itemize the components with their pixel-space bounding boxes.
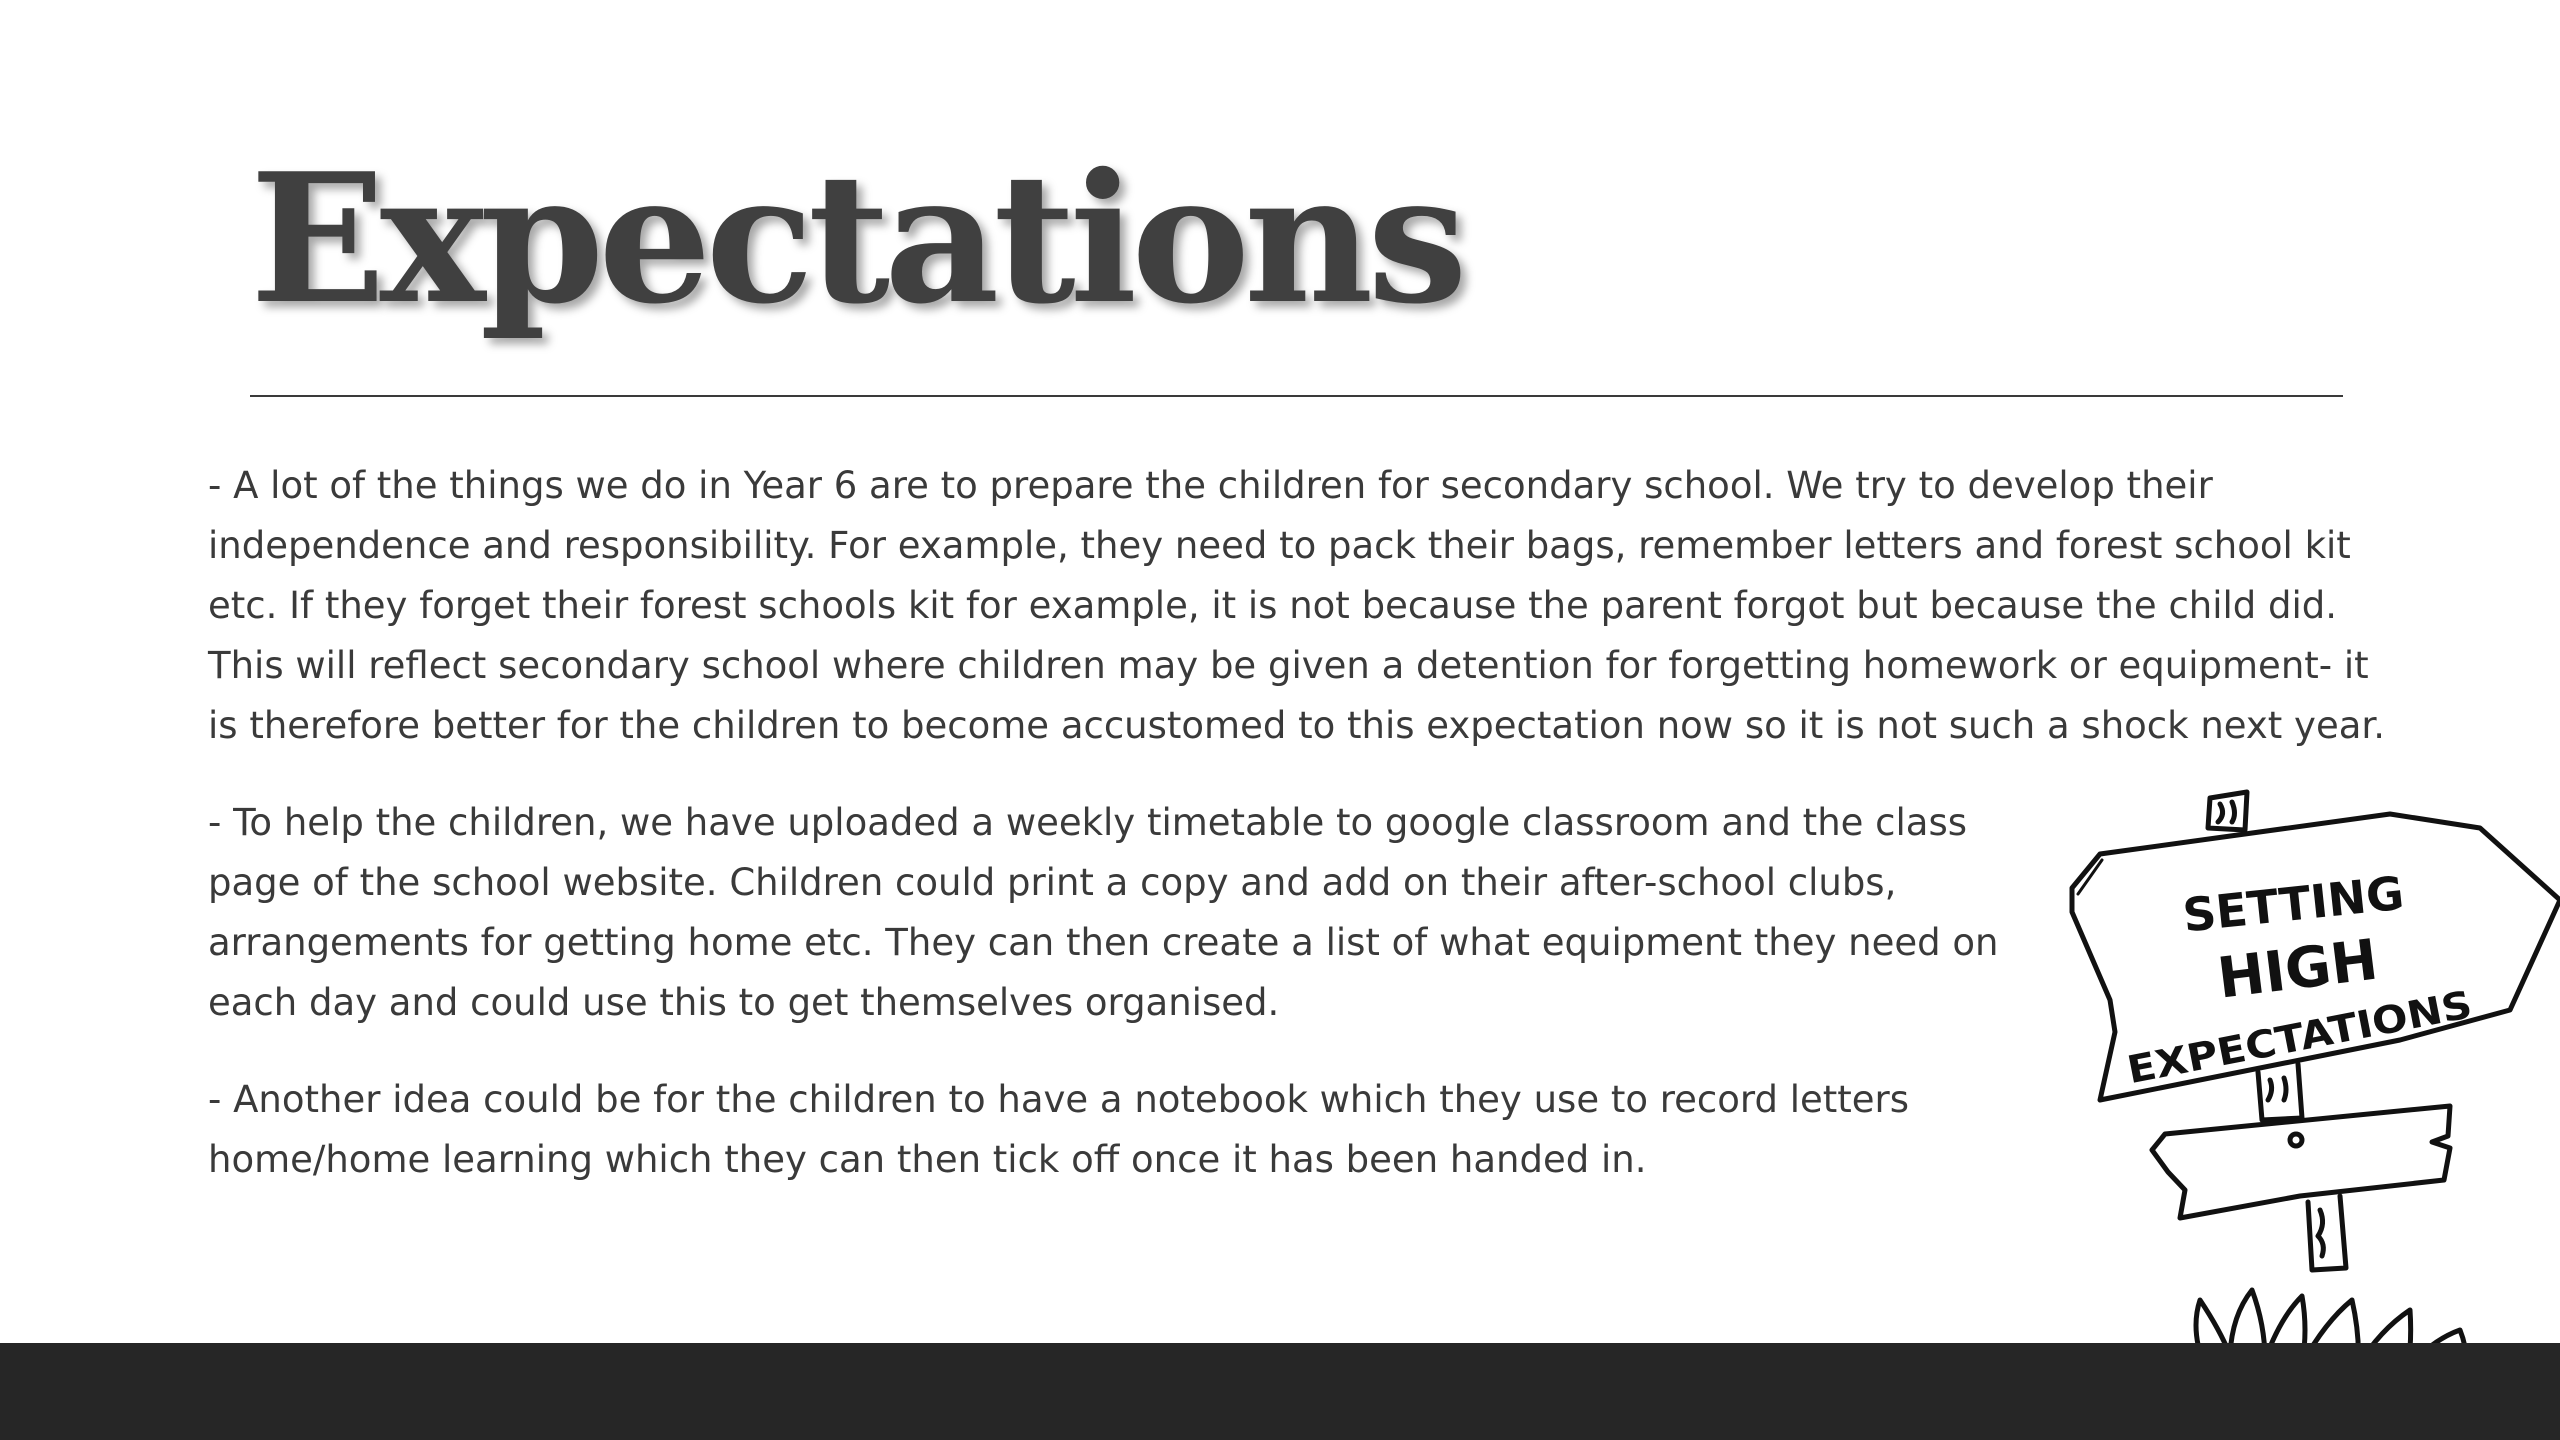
signpost-line-setting: SETTING [2180,865,2407,943]
signpost-icon [2040,770,2560,1370]
paragraph-timetable: - To help the children, we have uploaded a weekly timetable to google classroom and the class page of the school website. Children could print a copy and add on their after-school clubs, arrangements for getting home etc. They can then create a list of what equipment they need on each day and could use this to get themselves organised. [208,801,1999,1024]
signpost-line-expectations: EXPECTATIONS [2123,988,2445,1093]
slide-title: Expectations [250,134,1462,343]
title-divider [250,395,2343,397]
signpost-line-high: HIGH [2214,927,2382,1012]
footer-bar [0,1343,2560,1440]
paragraph-independence: - A lot of the things we do in Year 6 are to prepare the children for secondary school. We try to develop their independence and responsibility. For example, they need to pack their bags, remember letters and forest school kit etc. If they forget their forest schools kit for example, it is not because the parent forgot but because the child did. This will reflect secondary school where children may be given a detention for forgetting homework or equipment- it is therefore better for the children to become accustomed to this expectation now so it is not such a shock next year. [208,464,2385,747]
paragraph-notebook: - Another idea could be for the children to have a notebook which they use to record letters home/home learning which they can then tick off once it has been handed in. [208,1078,1910,1181]
